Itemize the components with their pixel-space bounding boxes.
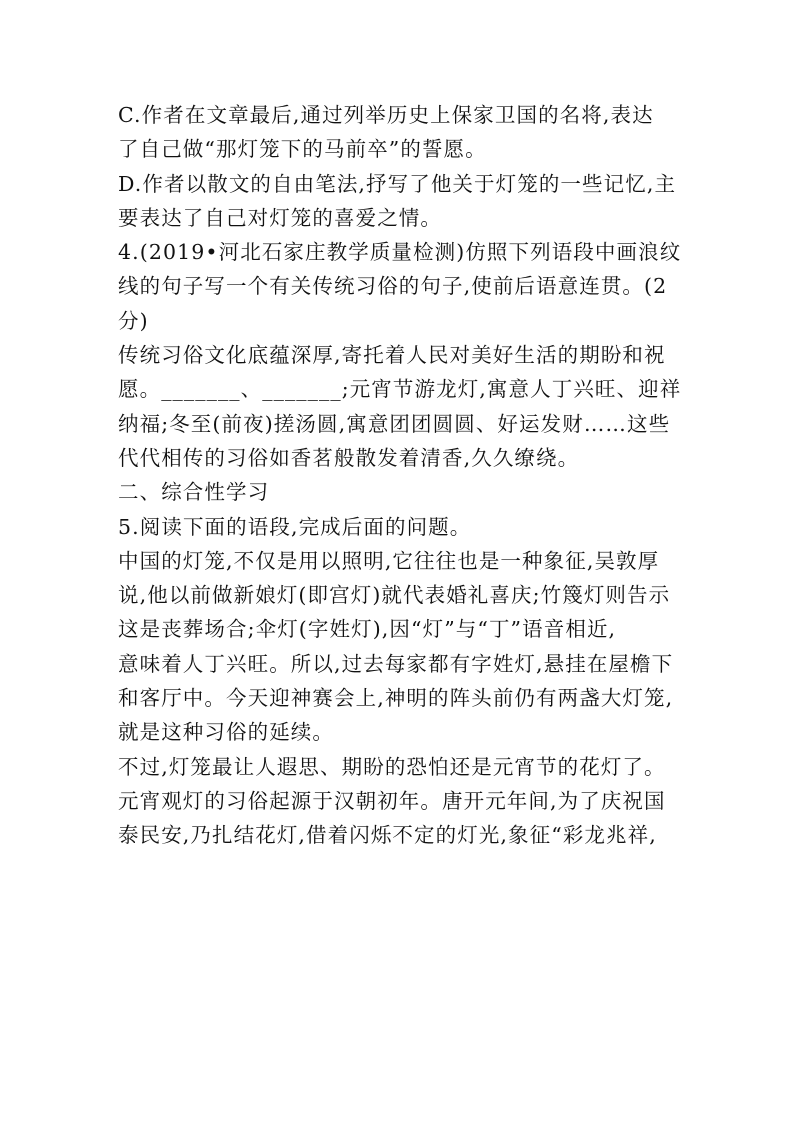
section-heading: 二、综合性学习 — [118, 480, 270, 505]
question-5-prompt: 5.阅读下面的语段,完成后面的问题。 — [118, 514, 472, 539]
question-4-passage-line-1: 传统习俗文化底蕴深厚,寄托着人民对美好生活的期盼和祝 — [118, 343, 666, 368]
passage-paragraph-1-line-1: 中国的灯笼,不仅是用以照明,它往往也是一种象征,吴敦厚 — [118, 548, 660, 573]
question-4-passage-line-4: 代代相传的习俗如香茗般散发着清香,久久缭绕。 — [118, 445, 580, 470]
question-4-passage-line-2: 愿。_______、_______;元宵节游龙灯,寓意人丁兴旺、迎祥 — [118, 377, 682, 402]
question-4-line-3: 分) — [118, 308, 149, 333]
text-line-option-d-1: D.作者以散文的自由笔法,抒写了他关于灯笼的一些记忆,主 — [118, 171, 677, 196]
passage-paragraph-1-line-2: 说,他以前做新娘灯(即宫灯)就代表婚礼喜庆;竹篾灯则告示 — [118, 583, 671, 608]
passage-paragraph-1-line-4: 意味着人丁兴旺。所以,过去每家都有字姓灯,悬挂在屋檐下 — [118, 651, 674, 676]
passage-paragraph-1-line-3: 这是丧葬场合;伞灯(字姓灯),因“灯”与“丁”语音相近, — [118, 617, 617, 642]
passage-paragraph-1-line-6: 就是这种习俗的延续。 — [118, 720, 334, 745]
question-4-passage-line-3: 纳福;冬至(前夜)搓汤圆,寓意团团圆圆、好运发财……这些 — [118, 411, 671, 436]
passage-paragraph-2-line-3: 泰民安,乃扎结花灯,借着闪烁不定的灯光,象征“彩龙兆祥, — [118, 823, 657, 848]
document-body — [118, 98, 698, 853]
text-line-option-c-1: C.作者在文章最后,通过列举历史上保家卫国的名将,表达 — [118, 103, 654, 127]
question-4-line-2: 线的句子写一个有关传统习俗的句子,使前后语意连贯。(2 — [118, 274, 668, 299]
text-line-option-c-2: 了自己做“那灯笼下的马前卒”的誓愿。 — [118, 137, 487, 162]
text-line-option-d-2: 要表达了自己对灯笼的喜爱之情。 — [118, 205, 442, 230]
passage-paragraph-2-line-1: 不过,灯笼最让人遐思、期盼的恐怕还是元宵节的花灯了。 — [118, 754, 666, 779]
question-4-line-1: 4.(2019•河北石家庄教学质量检测)仿照下列语段中画浪纹 — [118, 240, 682, 265]
passage-paragraph-2-line-2: 元宵观灯的习俗起源于汉朝初年。唐开元年间,为了庆祝国 — [118, 788, 666, 813]
passage-paragraph-1-line-5: 和客厅中。今天迎神赛会上,神明的阵头前仍有两盏大灯笼, — [118, 686, 674, 711]
